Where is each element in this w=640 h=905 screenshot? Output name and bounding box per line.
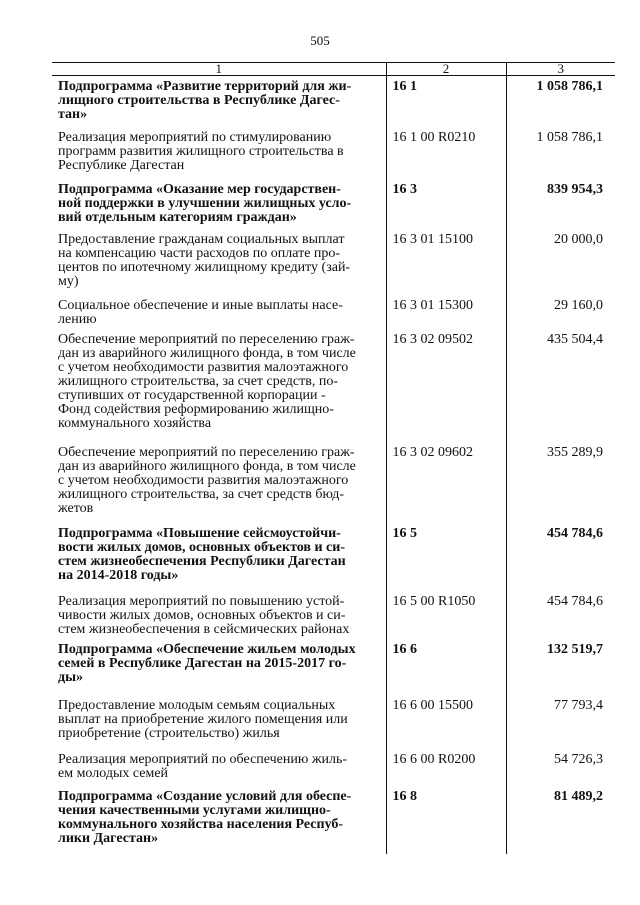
row-amount: 77 793,4 bbox=[506, 693, 615, 747]
row-name-line: на 2014-2018 годы» bbox=[58, 567, 179, 583]
row-name-line: вости жилых домов, основных объектов и си- bbox=[58, 539, 345, 555]
row-name-line: му) bbox=[58, 273, 79, 289]
row-amount: 29 160,0 bbox=[506, 293, 615, 327]
row-name-line: Предоставление молодым семьям социальных bbox=[58, 697, 336, 713]
row-code: 16 6 00 R0200 bbox=[386, 747, 506, 784]
table-row bbox=[52, 693, 615, 747]
row-amount: 454 784,6 bbox=[506, 521, 615, 589]
row-name-line: ем молодых семей bbox=[58, 765, 169, 781]
row-code: 16 3 01 15100 bbox=[386, 227, 506, 293]
header-col-1: 1 bbox=[52, 63, 386, 76]
row-amount: 839 954,3 bbox=[506, 177, 615, 227]
row-name-line: Обеспечение мероприятий по переселению граж- bbox=[58, 444, 355, 460]
row-name-line: выплат на приобретение жилого помещения или bbox=[58, 711, 348, 727]
row-name-line: коммунального хозяйства населения Респуб- bbox=[58, 816, 344, 832]
row-name-line: Фонд содействия реформированию жилищно- bbox=[58, 401, 334, 417]
row-name-line: дан из аварийного жилищного фонда, в том числе bbox=[58, 458, 356, 474]
row-name-line: Предоставление гражданам социальных выплат bbox=[58, 231, 345, 247]
row-code: 16 3 02 09602 bbox=[386, 440, 506, 521]
row-name-line: центов по ипотечному жилищному кредиту (зай- bbox=[58, 259, 351, 275]
row-name-line: стем жизнеобеспечения Республики Дагестан bbox=[58, 553, 346, 569]
row-name-line: жетов bbox=[58, 500, 94, 516]
row-amount: 20 000,0 bbox=[506, 227, 615, 293]
row-code: 16 3 bbox=[386, 177, 506, 227]
row-amount: 54 726,3 bbox=[506, 747, 615, 784]
row-name-line: чивости жилых домов, основных объектов и си- bbox=[58, 607, 346, 623]
row-name bbox=[52, 76, 386, 125]
header-col-2: 2 bbox=[386, 63, 506, 76]
row-name-line: Реализация мероприятий по стимулированию bbox=[58, 129, 332, 145]
row-name bbox=[52, 747, 386, 784]
row-name-line: Подпрограмма «Создание условий для обеспе- bbox=[58, 788, 352, 804]
row-name-line: Подпрограмма «Оказание мер государствен- bbox=[58, 181, 341, 197]
row-name-line: тан» bbox=[58, 107, 88, 122]
table-row bbox=[52, 177, 615, 227]
row-name-line: Социальное обеспечение и иные выплаты насе- bbox=[58, 297, 343, 313]
row-name-line: Подпрограмма «Обеспечение жильем молодых bbox=[58, 641, 356, 657]
row-code: 16 5 bbox=[386, 521, 506, 589]
row-name-line: приобретение (строительство) жилья bbox=[58, 725, 280, 741]
row-amount: 1 058 786,1 bbox=[506, 125, 615, 177]
table-row bbox=[52, 589, 615, 637]
row-name bbox=[52, 327, 386, 440]
row-code: 16 3 01 15300 bbox=[386, 293, 506, 327]
row-name-line: лищного строительства в Республике Дагес- bbox=[58, 93, 340, 108]
row-name-line: чения качественными услугами жилищно- bbox=[58, 802, 331, 818]
row-code: 16 6 bbox=[386, 637, 506, 693]
row-name-line: стем жизнеобеспечения в сейсмических районах bbox=[58, 621, 350, 637]
row-name bbox=[52, 637, 386, 693]
page-number: 505 bbox=[310, 33, 330, 48]
row-name bbox=[52, 589, 386, 637]
row-amount: 132 519,7 bbox=[506, 637, 615, 693]
row-code: 16 8 bbox=[386, 784, 506, 854]
row-name-line: Обеспечение мероприятий по переселению граж- bbox=[58, 331, 355, 347]
table-row bbox=[52, 440, 615, 521]
row-name-line: семей в Республике Дагестан на 2015-2017 го- bbox=[58, 655, 347, 671]
table-row bbox=[52, 327, 615, 440]
row-name-line: ды» bbox=[58, 669, 84, 685]
table-row bbox=[52, 521, 615, 589]
row-code: 16 3 02 09502 bbox=[386, 327, 506, 440]
row-name-line: жилищного строительства, за счет средств бюд- bbox=[58, 486, 344, 502]
row-amount: 1 058 786,1 bbox=[506, 76, 615, 125]
table-row bbox=[52, 125, 615, 177]
row-name bbox=[52, 521, 386, 589]
row-name-line: Подпрограмма «Повышение сейсмоустойчи- bbox=[58, 525, 341, 541]
row-name-line: программ развития жилищного строительства в bbox=[58, 143, 344, 159]
row-name-line: Республике Дагестан bbox=[58, 157, 185, 173]
row-name-line: Реализация мероприятий по повышению устой- bbox=[58, 593, 345, 609]
table-row bbox=[52, 784, 615, 854]
row-code: 16 5 00 R1050 bbox=[386, 589, 506, 637]
row-amount: 454 784,6 bbox=[506, 589, 615, 637]
row-name bbox=[52, 125, 386, 177]
row-name-line: ступивших от государственной корпорации - bbox=[58, 387, 326, 403]
row-name-line: с учетом необходимости развития малоэтажного bbox=[58, 472, 349, 488]
table-row bbox=[52, 76, 615, 125]
row-name-line: ной поддержки в улучшении жилищных усло- bbox=[58, 195, 352, 211]
row-name bbox=[52, 227, 386, 293]
row-name-line: дан из аварийного жилищного фонда, в том числе bbox=[58, 345, 356, 361]
row-amount: 435 504,4 bbox=[506, 327, 615, 440]
row-name-line: вий отдельным категориям граждан» bbox=[58, 209, 297, 225]
row-amount: 81 489,2 bbox=[506, 784, 615, 854]
row-name bbox=[52, 693, 386, 747]
table-row bbox=[52, 227, 615, 293]
table-row bbox=[52, 747, 615, 784]
row-name bbox=[52, 177, 386, 227]
row-name-line: жилищного строительства, за счет средств, по- bbox=[58, 373, 338, 389]
row-name bbox=[52, 293, 386, 327]
row-name-line: с учетом необходимости развития малоэтажного bbox=[58, 359, 349, 375]
row-name-line: Реализация мероприятий по обеспечению жиль- bbox=[58, 751, 348, 767]
header-col-3: 3 bbox=[506, 63, 615, 76]
row-code: 16 1 bbox=[386, 76, 506, 125]
row-name-line: Подпрограмма «Развитие территорий для жи- bbox=[58, 79, 352, 94]
budget-table bbox=[52, 62, 615, 854]
row-code: 16 6 00 15500 bbox=[386, 693, 506, 747]
table-row bbox=[52, 637, 615, 693]
table-row bbox=[52, 293, 615, 327]
row-name-line: коммунального хозяйства bbox=[58, 415, 212, 431]
row-amount: 355 289,9 bbox=[506, 440, 615, 521]
row-code: 16 1 00 R0210 bbox=[386, 125, 506, 177]
row-name bbox=[52, 784, 386, 854]
row-name bbox=[52, 440, 386, 521]
row-name-line: на компенсацию части расходов по оплате про- bbox=[58, 245, 341, 261]
row-name-line: лению bbox=[58, 311, 97, 327]
row-name-line: лики Дагестан» bbox=[58, 830, 159, 846]
table-header-row bbox=[52, 63, 615, 76]
